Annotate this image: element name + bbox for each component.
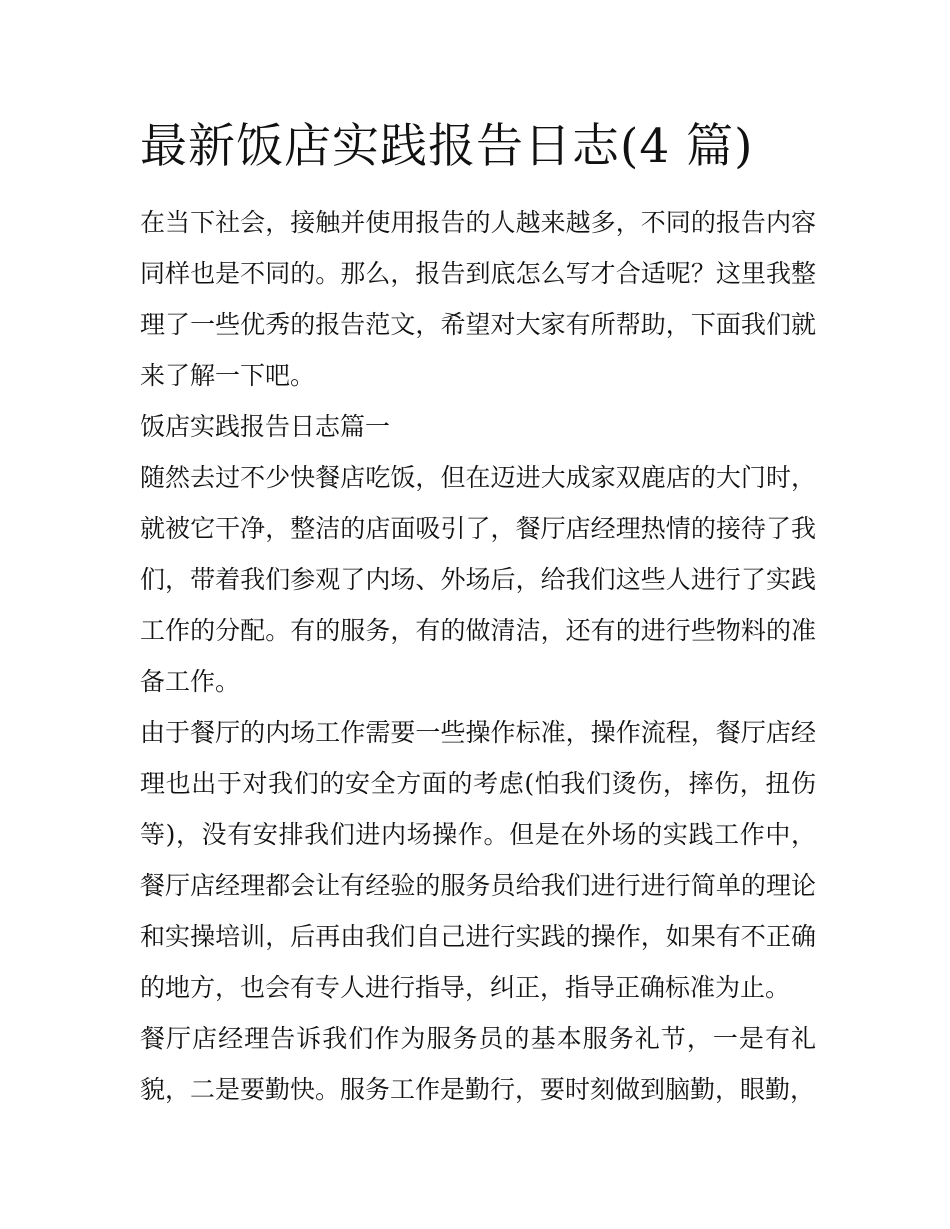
- body-paragraph: 随然去过不少快餐店吃饭，但在迈进大成家双鹿店的大门时，就被它干净，整洁的店面吸引了，餐厅店经理热情的接待了我们，带着我们参观了内场、外场后，给我们这些人进行了实践工作的分配。有的服务，有的做清洁，还有的进行些物料的准备工作。: [140, 463, 816, 696]
- document-title: 最新饭店实践报告日志(4 篇): [140, 119, 754, 174]
- body-paragraph: 餐厅店经理告诉我们作为服务员的基本服务礼节，一是有礼貌，二是要勤快。服务工作是勤行，要时刻做到脑勤，眼勤，: [140, 1024, 816, 1104]
- body-paragraph: 由于餐厅的内场工作需要一些操作标准，操作流程，餐厅店经理也出于对我们的安全方面的考虑(怕我们烫伤，摔伤，扭伤等)，没有安排我们进内场操作。但是在外场的实践工作中，餐厅店经理都会让有经验的服务员给我们进行进行简单的理论和实操培训，后再由我们自己进行实践的操作，如果有不正确的地方，也会有专人进行指导，纠正，指导正确标准为止。: [140, 718, 816, 1002]
- section-heading: 饭店实践报告日志篇一: [140, 412, 391, 441]
- document-body: [140, 197, 816, 1115]
- intro-paragraph: 在当下社会，接触并使用报告的人越来越多，不同的报告内容同样也是不同的。那么，报告到底怎么写才合适呢？这里我整理了一些优秀的报告范文，希望对大家有所帮助，下面我们就来了解一下吧。: [140, 208, 816, 390]
